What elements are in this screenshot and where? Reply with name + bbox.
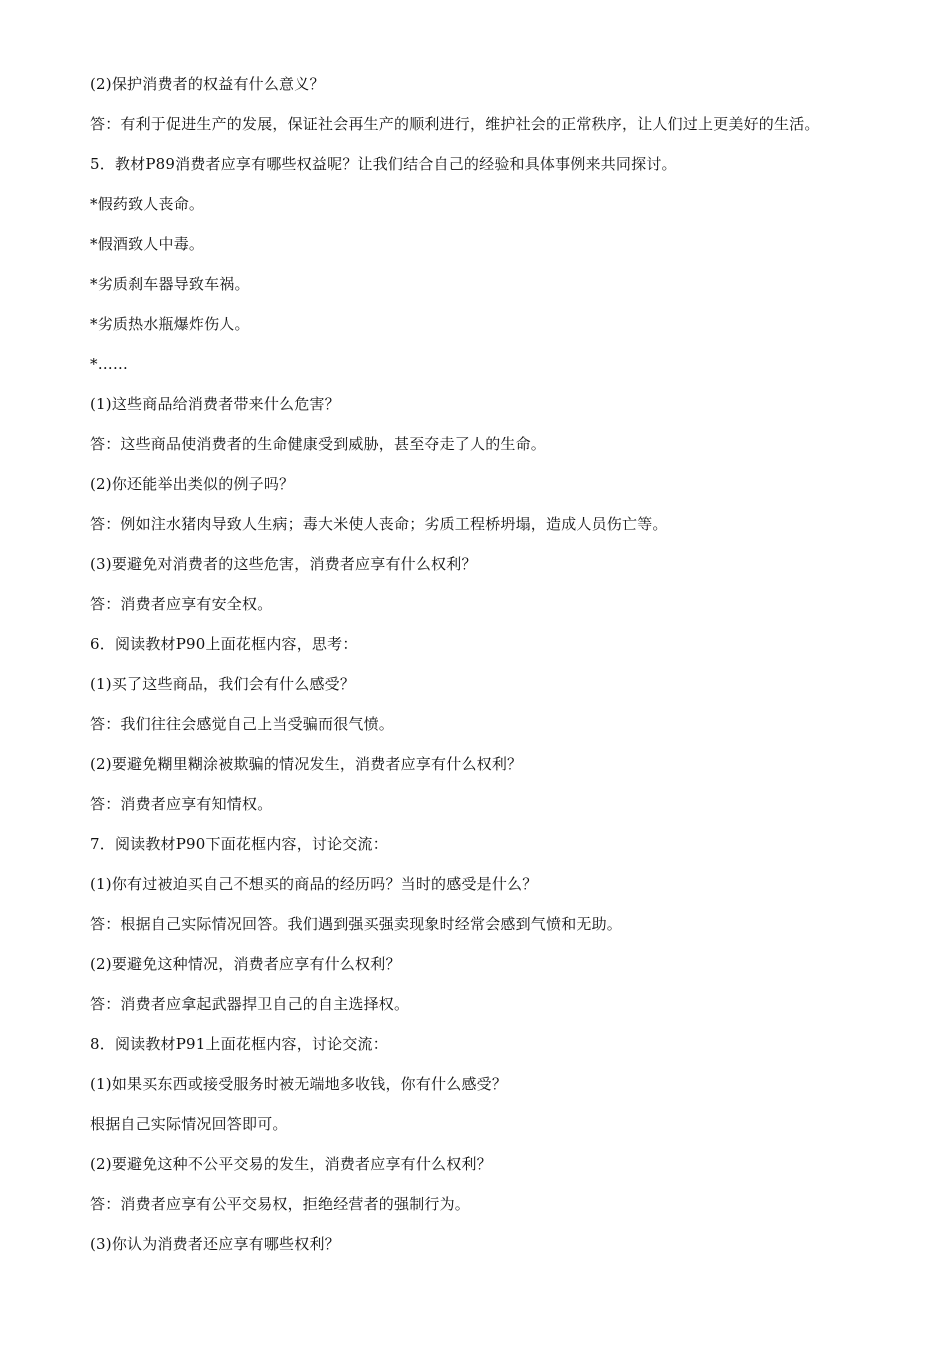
text-line: 答：例如注水猪肉导致人生病；毒大米使人丧命；劣质工程桥坍塌，造成人员伤亡等。	[90, 515, 668, 533]
text-line: (2)要避免糊里糊涂被欺骗的情况发生，消费者应享有什么权利？	[90, 755, 523, 773]
text-line: (1)这些商品给消费者带来什么危害？	[90, 395, 340, 413]
text-line: (2)要避免这种不公平交易的发生，消费者应享有什么权利？	[90, 1155, 492, 1173]
text-line: *假酒致人中毒。	[90, 235, 205, 253]
text-line: 答：根据自己实际情况回答。我们遇到强买强卖现象时经常会感到气愤和无助。	[90, 915, 623, 933]
text-line: (1)如果买东西或接受服务时被无端地多收钱，你有什么感受？	[90, 1075, 508, 1093]
text-line: 答：这些商品使消费者的生命健康受到威胁，甚至夺走了人的生命。	[90, 435, 547, 453]
text-line: *劣质热水瓶爆炸伤人。	[90, 315, 250, 333]
text-line: *假药致人丧命。	[90, 195, 205, 213]
text-line: 5．教材P89消费者应享有哪些权益呢？让我们结合自己的经验和具体事例来共同探讨。	[90, 155, 677, 173]
text-line: (1)你有过被迫买自己不想买的商品的经历吗？当时的感受是什么？	[90, 875, 538, 893]
text-line: *劣质刹车器导致车祸。	[90, 275, 250, 293]
text-line: (3)要避免对消费者的这些危害，消费者应享有什么权利？	[90, 555, 477, 573]
text-line: 答：消费者应拿起武器捍卫自己的自主选择权。	[90, 995, 410, 1013]
text-line: (2)保护消费者的权益有什么意义？	[90, 75, 325, 93]
text-line: 答：消费者应享有公平交易权，拒绝经营者的强制行为。	[90, 1195, 471, 1213]
text-line: 答：有利于促进生产的发展，保证社会再生产的顺利进行，维护社会的正常秩序，让人们过上更美好的生活。	[90, 115, 820, 133]
text-line: (2)你还能举出类似的例子吗？	[90, 475, 295, 493]
text-line: 根据自己实际情况回答即可。	[90, 1115, 288, 1133]
text-line: (1)买了这些商品，我们会有什么感受？	[90, 675, 356, 693]
text-line: 答：消费者应享有安全权。	[90, 595, 273, 613]
document-body	[90, 64, 930, 1264]
text-line: *……	[90, 355, 129, 373]
text-line: 答：我们往往会感觉自己上当受骗而很气愤。	[90, 715, 395, 733]
text-line: 6．阅读教材P90上面花框内容，思考：	[90, 635, 358, 653]
text-line: 8．阅读教材P91上面花框内容，讨论交流：	[90, 1035, 388, 1053]
text-line: 答：消费者应享有知情权。	[90, 795, 273, 813]
text-line: (2)要避免这种情况，消费者应享有什么权利？	[90, 955, 401, 973]
text-line: 7．阅读教材P90下面花框内容，讨论交流：	[90, 835, 388, 853]
text-line: (3)你认为消费者还应享有哪些权利？	[90, 1235, 340, 1253]
